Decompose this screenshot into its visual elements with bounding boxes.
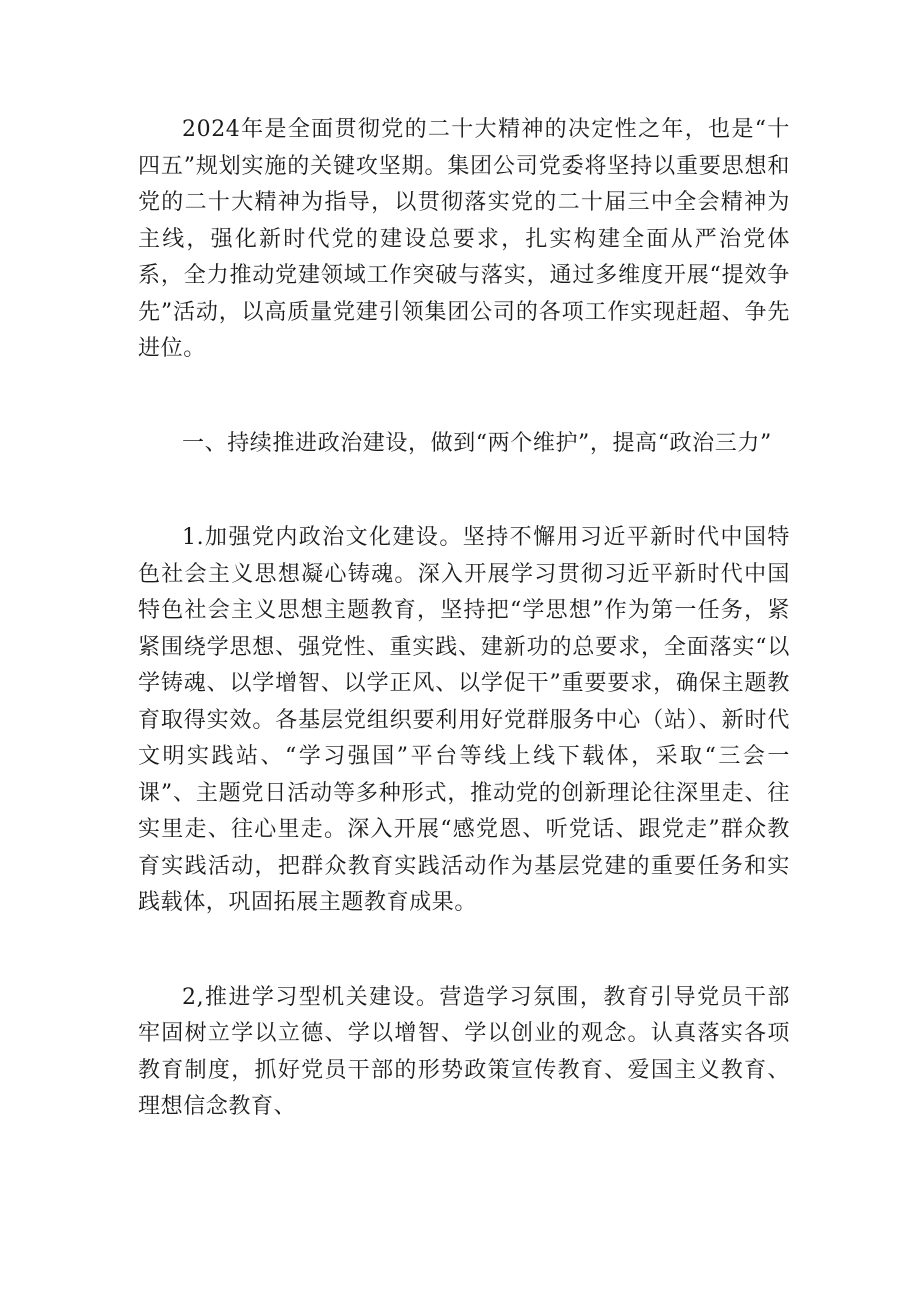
intro-paragraph: 2024年是全面贯彻党的二十大精神的决定性之年，也是“十四五”规划实施的关键攻坚期。集团公司党委将坚持以重要思想和党的二十大精神为指导，以贯彻落实党的二十届三中全会精神为主线，强化新时代党的建设总要求，扎实构建全面从严治党体系，全力推动党建领域工作突破与落实，通过多维度开展“提效争先”活动，以高质量党建引领集团公司的各项工作实现赶超、争先进位。: [138, 117, 790, 361]
section-heading: 一、持续推进政治建设，做到“两个维护”，提高“政治三力”: [182, 430, 772, 456]
document-body: [138, 112, 790, 1126]
item-2-paragraph: 2,推进学习型机关建设。营造学习氛围，教育引导党员干部牢固树立学以立德、学以增智、学以创业的观念。认真落实各项教育制度，抓好党员干部的形势政策宣传教育、爱国主义教育、理想信念教育、: [138, 984, 790, 1119]
item-1-paragraph: 1.加强党内政治文化建设。坚持不懈用习近平新时代中国特色社会主义思想凝心铸魂。深入开展学习贯彻习近平新时代中国特色社会主义思想主题教育，坚持把“学思想”作为第一任务，紧紧围绕学思想、强党性、重实践、建新功的总要求，全面落实“以学铸魂、以学增智、以学正风、以学促干”重要要求，确保主题教育取得实效。各基层党组织要利用好党群服务中心（站）、新时代文明实践站、“学习强国”平台等线上线下载体，采取“三会一课”、主题党日活动等多种形式，推动党的创新理论往深里走、往实里走、往心里走。深入开展“感党恩、听党话、跟党走”群众教育实践活动，把群众教育实践活动作为基层党建的重要任务和实践载体，巩固拓展主题教育成果。: [138, 525, 790, 915]
